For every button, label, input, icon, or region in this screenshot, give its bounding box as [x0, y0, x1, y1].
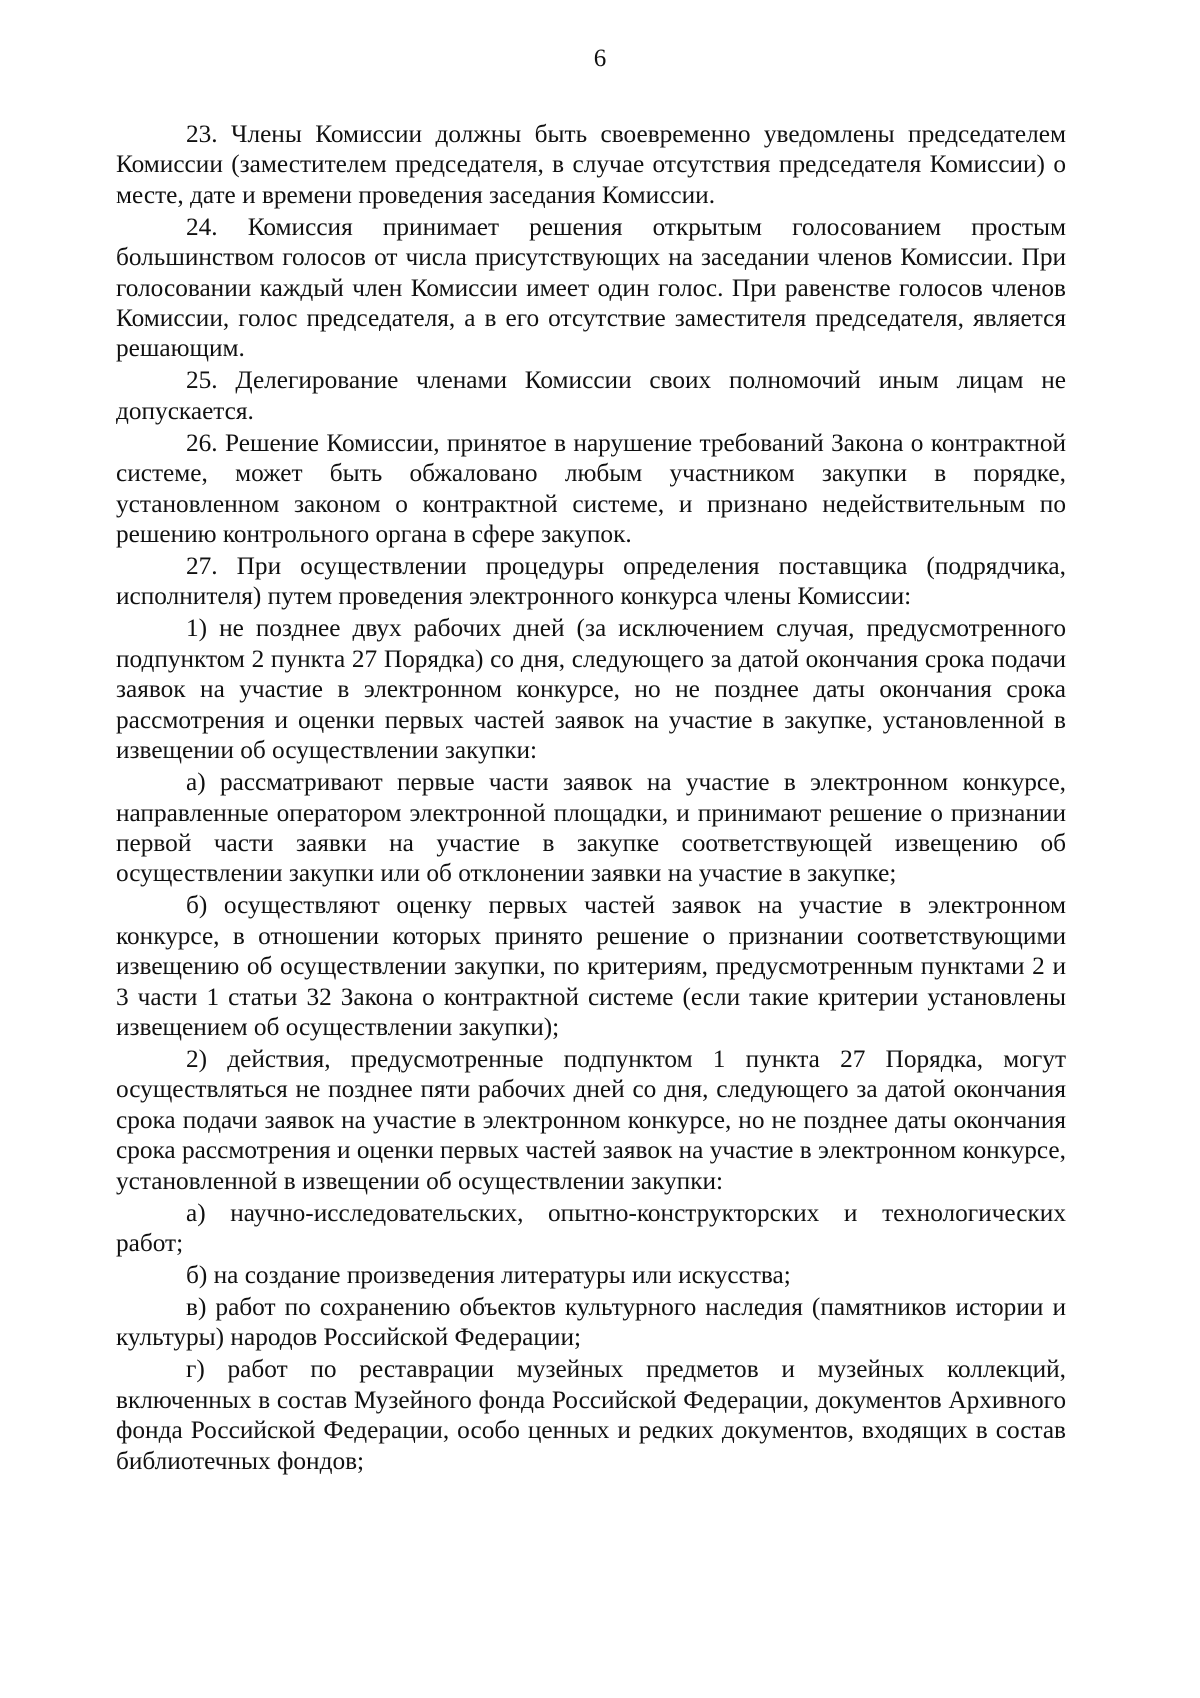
page-number: 6	[593, 45, 607, 72]
paragraph-23: 23. Члены Комиссии должны быть своевременно уведомлены председателем Комиссии (заместителем председателя, в случае отсутствия председателя Комиссии) о месте, дате и времени проведения заседания Комиссии.	[116, 120, 1066, 209]
item-2a: а) научно-исследовательских, опытно-конструкторских и технологических работ;	[116, 1198, 1066, 1257]
paragraph-27: 27. При осуществлении процедуры определения поставщика (подрядчика, исполнителя) путем проведения электронного конкурса члены Комиссии:	[116, 552, 1066, 611]
item-1b: б) осуществляют оценку первых частей заявок на участие в электронном конкурсе, в отношении которых принято решение о признании соответствующими извещению об осуществлении закупки, по критериям, предусмотренным пунктами 2 и 3 части 1 статьи 32 Закона о контрактной системе (если такие критерии установлены извещением об осуществлении закупки);	[116, 891, 1066, 1041]
document-body	[116, 119, 1066, 1478]
item-2g: г) работ по реставрации музейных предметов и музейных коллекций, включенных в состав Музейного фонда Российской Федерации, документов Архивного фонда Российской Федерации, особо ценных и редких документов, входящих в состав библиотечных фондов;	[116, 1355, 1066, 1475]
item-2b: б) на создание произведения литературы или искусства;	[186, 1260, 791, 1289]
subparagraph-1: 1) не позднее двух рабочих дней (за исключением случая, предусмотренного подпунктом 2 пункта 27 Порядка) со дня, следующего за датой окончания срока подачи заявок на участие в электронном конкурсе, но не позднее даты окончания срока рассмотрения и оценки первых частей заявок на участие в закупке, установленной в извещении об осуществлении закупки:	[116, 614, 1066, 765]
paragraph-25: 25. Делегирование членами Комиссии своих полномочий иным лицам не допускается.	[116, 366, 1066, 425]
paragraph-26: 26. Решение Комиссии, принятое в нарушение требований Закона о контрактной системе, может быть обжаловано любым участником закупки в порядке, установленном законом о контрактной системе, и признано недействительным по решению контрольного органа в сфере закупок.	[116, 428, 1066, 549]
item-2v: в) работ по сохранению объектов культурного наследия (памятников истории и культуры) народов Российской Федерации;	[116, 1292, 1066, 1352]
subparagraph-2: 2) действия, предусмотренные подпунктом 1 пункта 27 Порядка, могут осуществляться не позднее пяти рабочих дней со дня, следующего за датой окончания срока подачи заявок на участие в электронном конкурсе, но не позднее даты окончания срока рассмотрения и оценки первых частей заявок на участие в электронном конкурсе, установленной в извещении об осуществлении закупки:	[116, 1044, 1066, 1195]
item-1a: а) рассматривают первые части заявок на участие в электронном конкурсе, направленные оператором электронной площадки, и принимают решение о признании первой части заявки на участие в закупке соответствующей извещению об осуществлении закупки или об отклонении заявки на участие в закупке;	[116, 768, 1066, 888]
paragraph-24: 24. Комиссия принимает решения открытым голосованием простым большинством голосов от числа присутствующих на заседании членов Комиссии. При голосовании каждый член Комиссии имеет один голос. При равенстве голосов членов Комиссии, голос председателя, а в его отсутствие заместителя председателя, является решающим.	[116, 212, 1066, 363]
